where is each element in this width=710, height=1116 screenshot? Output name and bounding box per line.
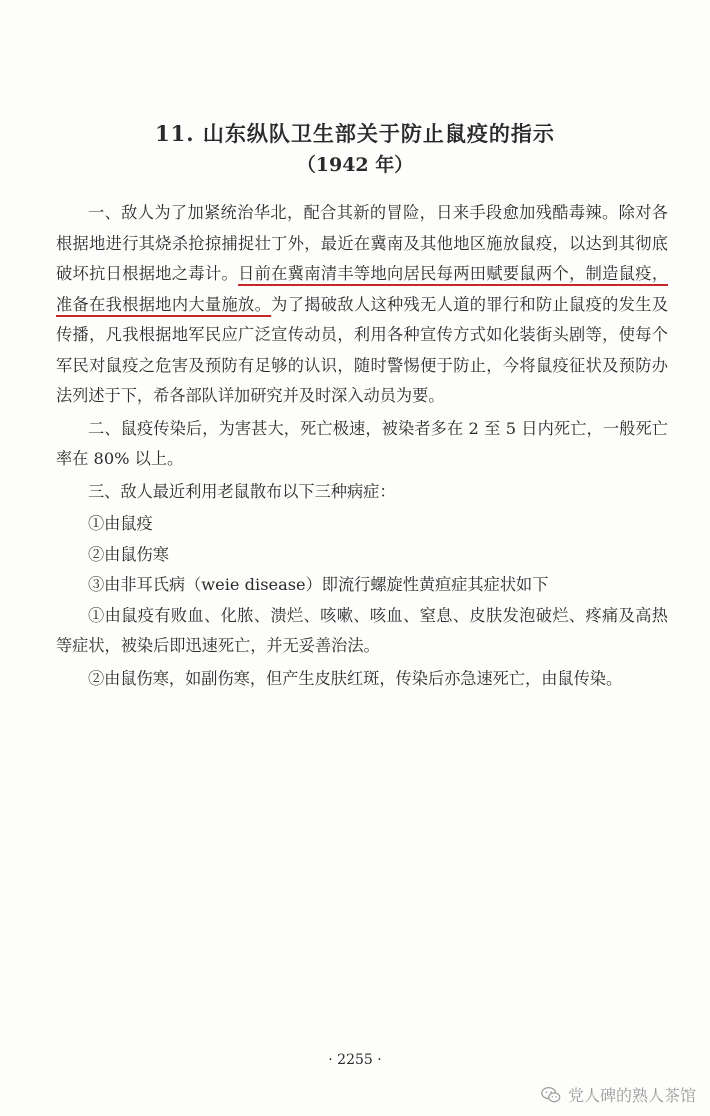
document-body	[56, 198, 668, 696]
watermark	[540, 1083, 696, 1106]
paragraph-3: 三、敌人最近利用老鼠散布以下三种病症：	[88, 481, 396, 501]
paragraph-2: 二、鼠疫传染后，为害甚大，死亡极速，被染者多在 2 至 5 日内死亡，一般死亡率在 80% 以上。	[56, 418, 668, 468]
document-title: 11. 山东纵队卫生部关于防止鼠疫的指示	[155, 121, 555, 146]
disease-list	[56, 509, 668, 601]
page-number: · 2255 ·	[328, 1052, 382, 1068]
list-item: ②由鼠伤寒	[88, 544, 169, 564]
symptom-paragraph: ②由鼠伤寒，如副伤寒，但产生皮肤红斑，传染后亦急速死亡，由鼠传染。	[88, 668, 623, 688]
underlined-passage: 日前在冀南清丰等地向居民每两田赋要鼠两个，制造鼠疫，准备在我根据地内大量施放。	[56, 264, 669, 314]
paragraph-1-part-1: 一、敌人为了加紧统治华北，配合其新的冒险，日来手段愈加残酷毒辣。除对各根据地进行其烧杀抢掠捕捉壮丁外，最近在冀南及其他地区施放鼠疫，以达到其彻底破坏抗日根据地之毒计。	[56, 203, 668, 283]
list-item: ①由鼠疫	[88, 514, 153, 533]
paragraph-1-part-2: 为了揭破敌人这种残无人道的罪行和防止鼠疫的发生及传播，凡我根据地军民应广泛宣传动员，利用各种宣传方式如化装街头剧等，使每个军民对鼠疫之危害及预防有足够的认识，随时警惕便于防止，今将鼠疫征状及预防办法列述于下，希各部队详加研究并及时深入动员为要。	[56, 294, 668, 405]
watermark-text: 党人碑的熟人茶馆	[567, 1086, 696, 1105]
symptom-paragraph: ①由鼠疫有败血、化脓、溃烂、咳嗽、咳血、窒息、皮肤发泡破烂、疼痛及高热等症状，被染后即迅速死亡，并无妥善治法。	[56, 605, 668, 655]
wechat-icon	[540, 1084, 562, 1106]
list-item: ③由非耳氏病（weie disease）即流行螺旋性黄疸症其症状如下	[88, 575, 549, 594]
document-year: （1942 年）	[296, 154, 414, 176]
paragraph-1	[56, 198, 668, 412]
